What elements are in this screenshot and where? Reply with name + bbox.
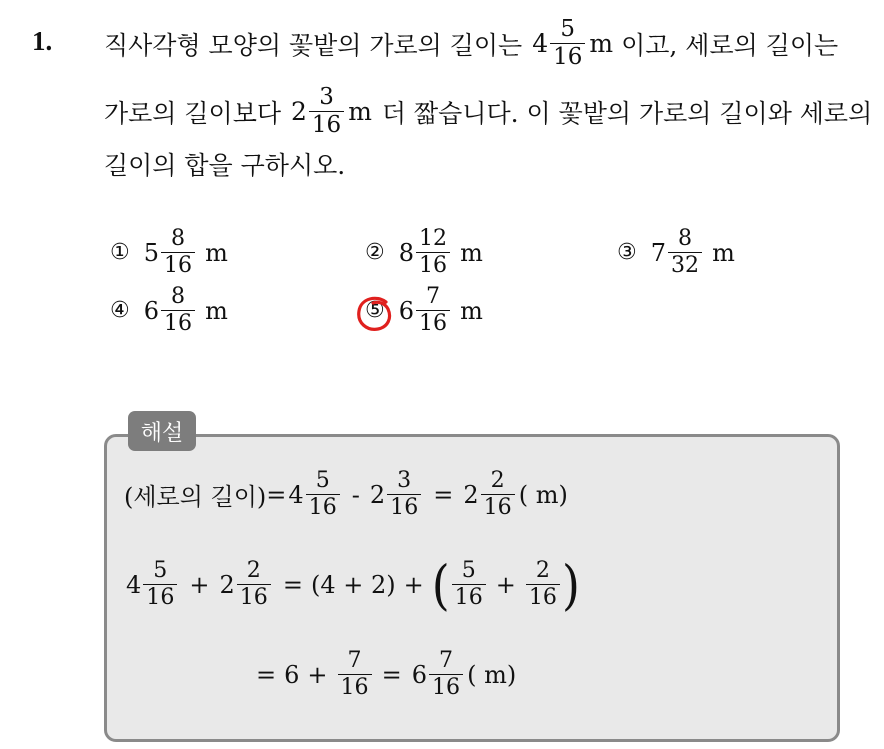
fraction: [416, 228, 450, 277]
numerator: 7: [426, 284, 441, 309]
option-number: ⑤: [365, 298, 385, 324]
fraction: [429, 650, 463, 699]
unit: m: [712, 238, 735, 267]
whole-part: 8: [398, 238, 415, 267]
option-1[interactable]: [110, 228, 228, 277]
option-number: ③: [617, 240, 637, 266]
denominator: 16: [143, 584, 177, 609]
whole-part: 6: [143, 296, 160, 325]
unit: m: [205, 238, 228, 267]
numerator: 2: [535, 558, 550, 583]
whole-part: 6: [411, 660, 427, 689]
plus-sign: +: [307, 660, 328, 689]
mixed-number: [291, 86, 346, 137]
solution-line-2: [124, 553, 580, 616]
denominator: 16: [416, 310, 450, 335]
plus-sign: +: [403, 570, 424, 599]
option-4[interactable]: [110, 286, 228, 335]
option-number: ④: [110, 298, 130, 324]
numerator: 5: [461, 558, 476, 583]
denominator: 16: [161, 252, 195, 277]
denominator: 16: [387, 494, 421, 519]
fraction: [387, 470, 421, 519]
unit: m: [205, 296, 228, 325]
denominator: 16: [429, 674, 463, 699]
question-line-2: [104, 86, 872, 137]
whole-part: 6: [398, 296, 415, 325]
unit: m: [460, 296, 483, 325]
plus-sign: +: [495, 570, 516, 599]
whole-part: 2: [291, 97, 307, 126]
question-text: 이고, 세로의 길이는: [621, 30, 839, 60]
question-text: 가로의 길이보다: [104, 98, 281, 128]
whole-part: 4: [126, 570, 142, 599]
selected-answer-circle-icon: [355, 294, 395, 334]
mixed-number: [288, 470, 341, 519]
whole-part: 2: [219, 570, 235, 599]
whole-part: 5: [143, 238, 160, 267]
fraction: [143, 560, 177, 609]
denominator: 16: [416, 252, 450, 277]
option-2[interactable]: [365, 228, 483, 277]
denominator: 16: [161, 310, 195, 335]
right-paren: ): [561, 553, 580, 616]
plus-sign: +: [189, 570, 210, 599]
mixed-number: [412, 650, 465, 699]
denominator: 16: [309, 111, 344, 137]
unit: ( m): [518, 480, 568, 509]
denominator: 32: [668, 252, 702, 277]
denominator: 16: [550, 43, 585, 69]
unit: ( m): [467, 660, 517, 689]
unit: m: [348, 97, 372, 126]
whole-part: 2: [369, 480, 386, 509]
equals-sign: =: [433, 480, 454, 509]
fraction: [526, 560, 560, 609]
whole-part: 2: [463, 480, 479, 509]
whole-sum-group: (4 + 2): [310, 570, 396, 599]
question-text: 길이의 합을 구하시오.: [104, 151, 346, 180]
denominator: 16: [338, 674, 372, 699]
left-paren: (: [431, 553, 450, 616]
mixed-number: [463, 470, 516, 519]
fraction: [161, 286, 195, 335]
option-3[interactable]: [617, 228, 735, 277]
solution-tag: 해설: [128, 411, 196, 451]
fraction: [452, 560, 486, 609]
numerator: 12: [419, 226, 448, 251]
solution-line-1: [124, 470, 568, 519]
numerator: 5: [153, 558, 168, 583]
denominator: 16: [237, 584, 271, 609]
numerator: 5: [560, 16, 576, 42]
numerator: 8: [171, 226, 186, 251]
numerator: 3: [319, 84, 334, 110]
mixed-number: [219, 560, 272, 609]
numerator: 8: [678, 226, 693, 251]
fraction: [237, 560, 271, 609]
unit: m: [460, 238, 483, 267]
question-text: 직사각형 모양의 꽃밭의 가로의 길이는: [104, 30, 523, 60]
fraction: [309, 86, 344, 137]
whole-number: 6: [284, 660, 300, 689]
mixed-number: [126, 560, 179, 609]
numerator: 2: [246, 558, 261, 583]
numerator: 2: [490, 468, 505, 493]
equals-sign: =: [282, 570, 303, 599]
numerator: 7: [347, 648, 362, 673]
numerator: 3: [397, 468, 412, 493]
fraction: [668, 228, 702, 277]
mixed-number: [532, 18, 587, 69]
denominator: 16: [481, 494, 515, 519]
fraction: [338, 650, 372, 699]
mixed-number: [370, 470, 423, 519]
denominator: 16: [526, 584, 560, 609]
fraction: [306, 470, 340, 519]
numerator: 7: [439, 648, 454, 673]
equals-sign: =: [256, 660, 277, 689]
option-number: ②: [365, 240, 385, 266]
fraction: [161, 228, 195, 277]
solution-line-3: [256, 650, 516, 699]
whole-part: 4: [532, 29, 549, 58]
whole-part: 4: [288, 480, 304, 509]
equals-sign: =: [381, 660, 402, 689]
question-text: 더 짧습니다. 이 꽃밭의 가로의 길이와 세로의: [381, 98, 873, 128]
numerator: 8: [171, 284, 186, 309]
fraction: [550, 18, 585, 69]
unit: m: [589, 29, 614, 58]
minus-sign: -: [351, 480, 360, 509]
numerator: 5: [315, 468, 330, 493]
solution-label: (세로의 길이): [124, 483, 267, 512]
denominator: 16: [306, 494, 340, 519]
question-number: 1.: [32, 26, 53, 56]
equals-sign: =: [266, 480, 287, 509]
fraction: [481, 470, 515, 519]
whole-part: 7: [650, 238, 667, 267]
question-line-1: [104, 18, 838, 69]
fraction: [416, 286, 450, 335]
denominator: 16: [452, 584, 486, 609]
option-number: ①: [110, 240, 130, 266]
question-line-3: [104, 146, 345, 182]
